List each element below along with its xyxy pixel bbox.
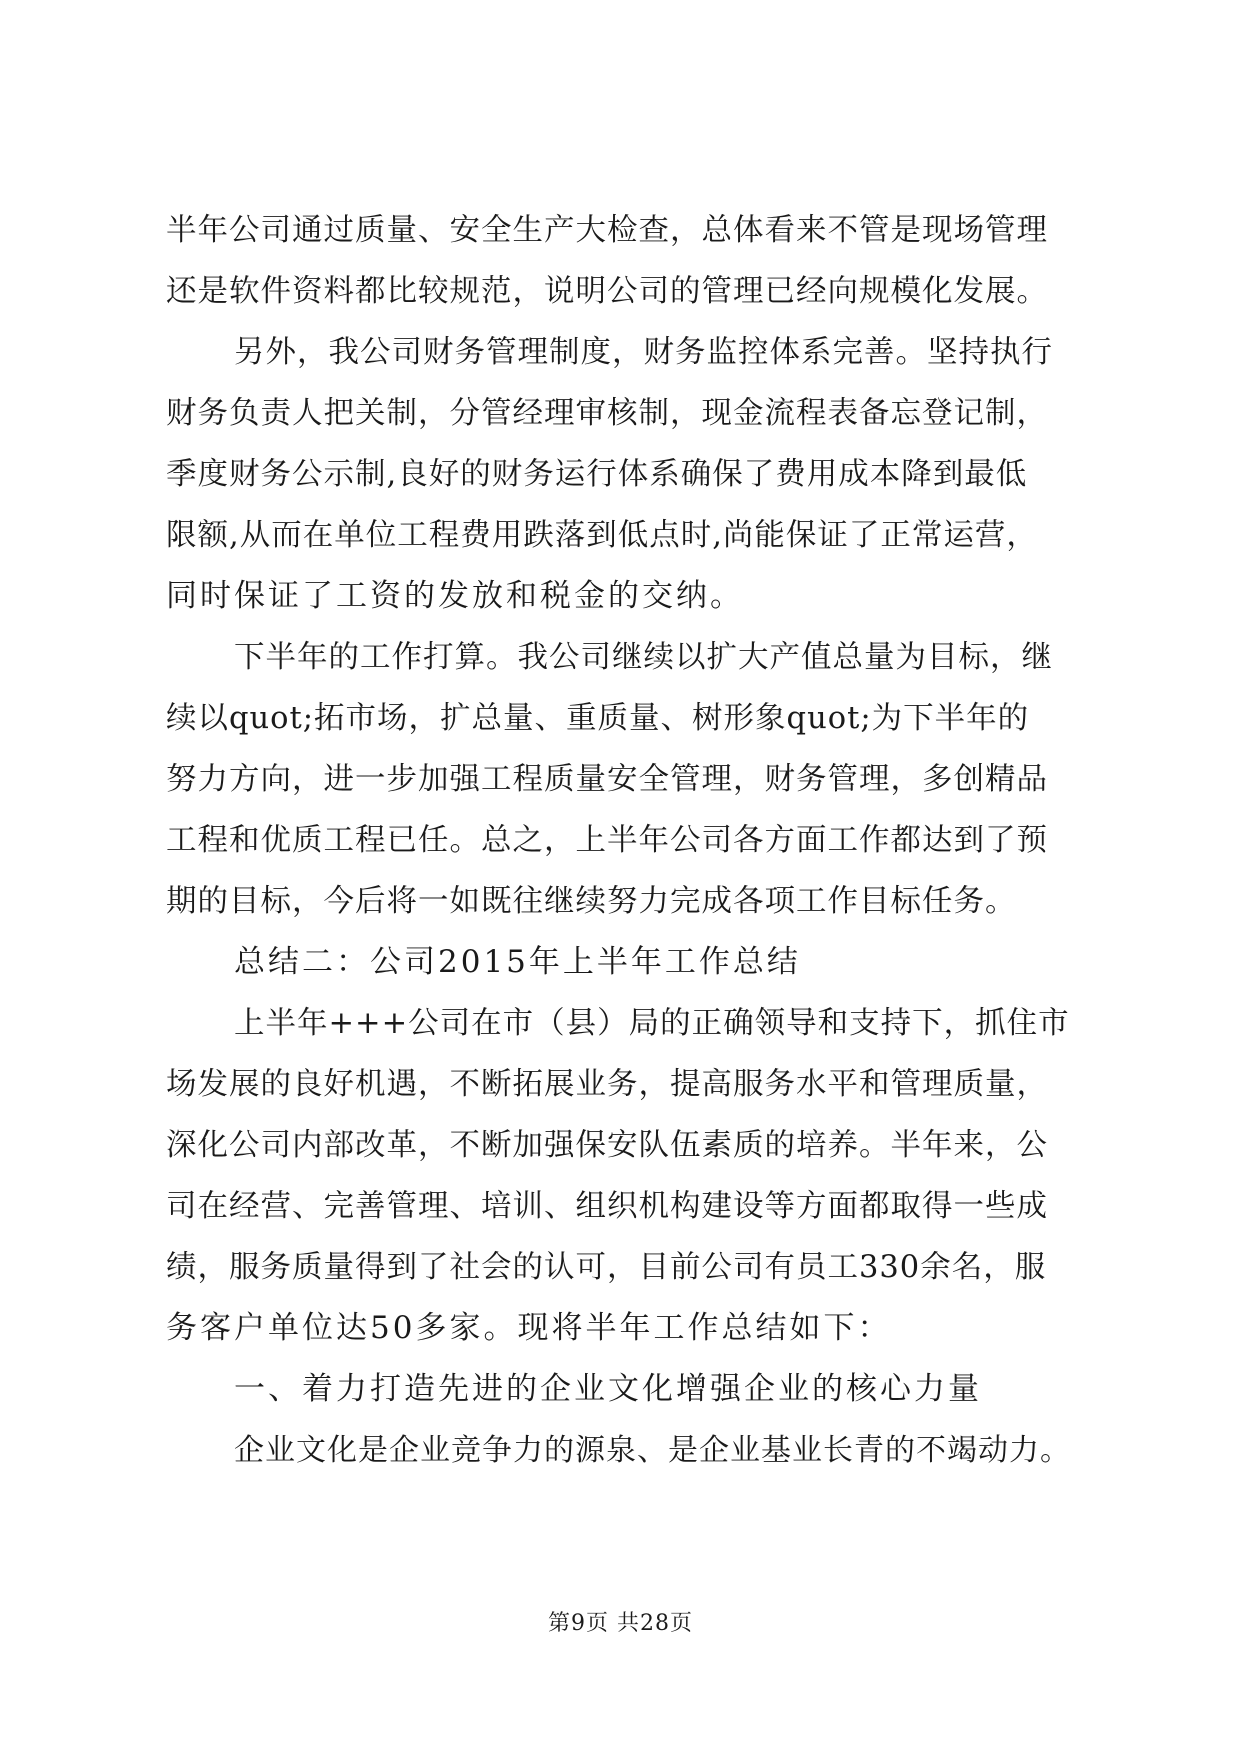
text-line: 下半年的工作打算。我公司继续以扩大产值总量为目标，继 (234, 640, 1053, 675)
text-line: 还是软件资料都比较规范，说明公司的管理已经向规模化发展。 (166, 274, 1048, 309)
text-line: 期的目标，今后将一如既往继续努力完成各项工作目标任务。 (166, 884, 1017, 919)
text-line: 季度财务公示制,良好的财务运行体系确保了费用成本降到最低 (166, 457, 1028, 492)
page-number-footer: 第9页 共28页 (548, 1611, 693, 1636)
text-line: 限额,从而在单位工程费用跌落到低点时,尚能保证了正常运营， (166, 518, 1038, 553)
text-line: 场发展的良好机遇，不断拓展业务，提高服务水平和管理质量， (166, 1067, 1048, 1102)
section-heading: 一、着力打造先进的企业文化增强企业的核心力量 (234, 1371, 982, 1407)
text-line: 深化公司内部改革，不断加强保安队伍素质的培养。半年来，公 (166, 1128, 1048, 1163)
text-line: 努力方向，进一步加强工程质量安全管理，财务管理，多创精品 (166, 762, 1048, 797)
document-body (166, 200, 1076, 1481)
text-line: 工程和优质工程已任。总之，上半年公司各方面工作都达到了预 (166, 823, 1048, 858)
text-line: 半年公司通过质量、安全生产大检查，总体看来不管是现场管理 (166, 213, 1048, 248)
text-line: 上半年+++公司在市（县）局的正确领导和支持下，抓住市 (234, 1006, 1070, 1041)
text-line: 绩，服务质量得到了社会的认可，目前公司有员工330余名，服 (166, 1250, 1047, 1285)
text-line: 续以quot;拓市场，扩总量、重质量、树形象quot;为下半年的 (166, 701, 1030, 736)
text-line: 司在经营、完善管理、培训、组织机构建设等方面都取得一些成 (166, 1189, 1048, 1224)
text-line: 另外，我公司财务管理制度，财务监控体系完善。坚持执行 (234, 335, 1053, 370)
text-line: 财务负责人把关制，分管经理审核制，现金流程表备忘登记制， (166, 396, 1048, 431)
text-line: 同时保证了工资的发放和税金的交纳。 (166, 578, 744, 614)
text-line: 企业文化是企业竞争力的源泉、是企业基业长青的不竭动力。 (234, 1433, 1071, 1468)
text-line: 务客户单位达50多家。现将半年工作总结如下： (166, 1310, 892, 1346)
section-heading: 总结二：公司2015年上半年工作总结 (234, 944, 801, 980)
